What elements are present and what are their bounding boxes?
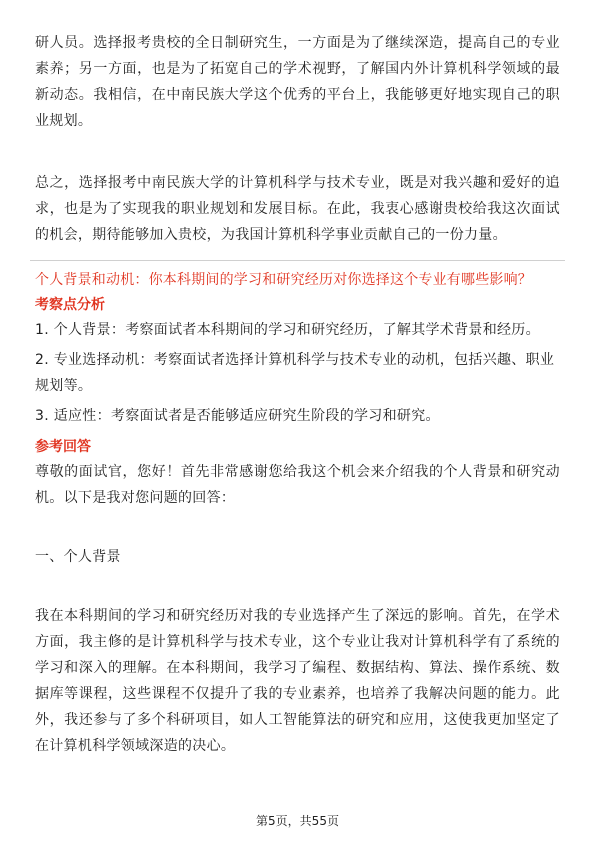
answer-heading: 参考回答	[35, 439, 91, 455]
question-title: 个人背景和动机：你本科期间的学习和研究经历对你选择这个专业有哪些影响？	[35, 272, 532, 288]
analysis-item-3: 3. 适应性：考察面试者是否能够适应研究生阶段的学习和研究。	[35, 408, 440, 424]
analysis-item-2: 2. 专业选择动机：考察面试者选择计算机科学与技术专业的动机，包括兴趣、职业规划等。	[35, 352, 555, 394]
page-footer: 第5页，共55页	[256, 814, 339, 828]
section-divider	[30, 260, 565, 261]
answer-intro: 尊敬的面试官，您好！首先非常感谢您给我这个机会来介绍我的个人背景和研究动机。以下是我对您问题的回答：	[35, 464, 560, 506]
analysis-item-1: 1. 个人背景：考察面试者本科期间的学习和研究经历，了解其学术背景和经历。	[35, 322, 540, 338]
answer-body: 我在本科期间的学习和研究经历对我的专业选择产生了深远的影响。首先，在学术方面，我主修的是计算机科学与技术专业，这个专业让我对计算机科学有了系统的学习和深入的理解。在本科期间，我学习了编程、数据结构、算法、操作系统、数据库等课程，这些课程不仅提升了我的专业素养，也培养了我解决问题的能力。此外，我还参与了多个科研项目，如人工智能算法的研究和应用，这使我更加坚定了在计算机科学领域深造的决心。	[35, 608, 560, 754]
intro-paragraph-1: 研人员。选择报考贵校的全日制研究生，一方面是为了继续深造，提高自己的专业素养；另一方面，也是为了拓宽自己的学术视野，了解国内外计算机科学领域的最新动态。我相信，在中南民族大学这个优秀的平台上，我能够更好地实现自己的职业规划。	[35, 35, 560, 129]
answer-section-title: 一、个人背景	[35, 549, 121, 565]
page-content	[35, 30, 560, 759]
intro-paragraph-2: 总之，选择报考中南民族大学的计算机科学与技术专业，既是对我兴趣和爱好的追求，也是为了实现我的职业规划和发展目标。在此，我衷心感谢贵校给我这次面试的机会，期待能够加入贵校，为我国计算机科学事业贡献自己的一份力量。	[35, 175, 560, 243]
analysis-heading: 考察点分析	[35, 297, 105, 313]
